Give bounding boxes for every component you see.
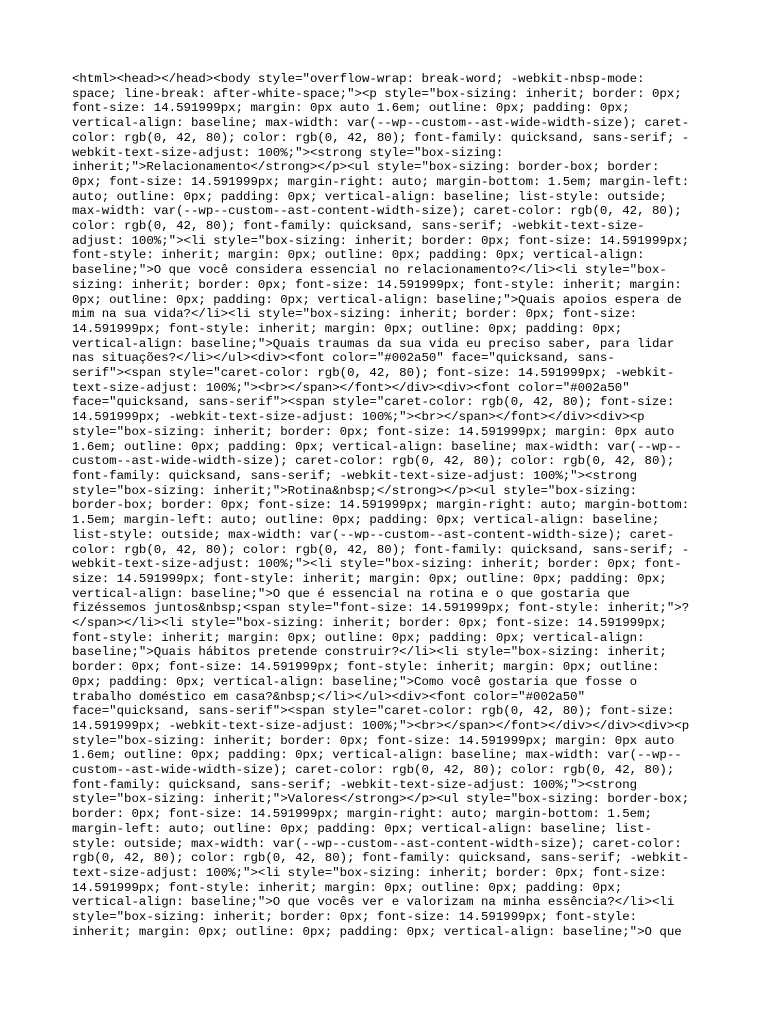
- text-line: rgb(0, 42, 80); color: rgb(0, 42, 80); font-family: quicksand, sans-serif; -webkit-: [72, 851, 690, 866]
- text-line: fizéssemos juntos&nbsp;<span style="font-size: 14.591999px; font-style: inherit;">?: [72, 601, 690, 616]
- text-line: mim na sua vida?</li><li style="box-sizing: inherit; border: 0px; font-size:: [72, 307, 638, 322]
- text-line: trabalho doméstico em casa?&nbsp;</li></ul><div><font color="#002a50": [72, 689, 586, 704]
- text-line: list-style: outside; max-width: var(--wp--custom--ast-content-width-size); caret-: [72, 527, 675, 542]
- text-line: <html><head></head><body style="overflow-wrap: break-word; -webkit-nbsp-mode:: [72, 72, 645, 86]
- text-line: font-size: 14.591999px; margin: 0px auto 1.6em; outline: 0px; padding: 0px;: [72, 101, 630, 116]
- text-line: vertical-align: baseline; max-width: var(--wp--custom--ast-wide-width-size); caret-: [72, 116, 690, 131]
- text-line: serif"><span style="caret-color: rgb(0, 42, 80); font-size: 14.591999px; -webkit-: [72, 366, 675, 381]
- text-line: baseline;">O que você considera essencial no relacionamento?</li><li style="box-: [72, 263, 667, 278]
- text-line: style: outside; max-width: var(--wp--custom--ast-content-width-size); caret-color:: [72, 836, 682, 851]
- text-line: inherit;">Relacionamento</strong></p><ul style="box-sizing: border-box; border:: [72, 160, 660, 175]
- text-line: auto; outline: 0px; padding: 0px; vertical-align: baseline; list-style: outside;: [72, 189, 667, 204]
- text-line: border: 0px; font-size: 14.591999px; font-style: inherit; margin: 0px; outline:: [72, 660, 660, 675]
- text-line: max-width: var(--wp--custom--ast-content-width-size); caret-color: rgb(0, 42, 80);: [72, 204, 682, 219]
- text-line: adjust: 100%;"><li style="box-sizing: inherit; border: 0px; font-size: 14.591999px;: [72, 233, 690, 248]
- text-line: style="box-sizing: inherit;">Valores</strong></p><ul style="box-sizing: border-box;: [72, 792, 690, 807]
- text-line: 1.6em; outline: 0px; padding: 0px; vertical-align: baseline; max-width: var(--wp--: [72, 439, 682, 454]
- text-line: face="quicksand, sans-serif"><span style="caret-color: rgb(0, 42, 80); font-size:: [72, 704, 675, 719]
- text-line: webkit-text-size-adjust: 100%;"><strong style="box-sizing:: [72, 145, 504, 160]
- text-line: margin-left: auto; outline: 0px; padding: 0px; vertical-align: baseline; list-: [72, 821, 652, 836]
- document-page: [72, 72, 696, 939]
- text-line: font-style: inherit; margin: 0px; outline: 0px; padding: 0px; vertical-align:: [72, 630, 645, 645]
- text-line: border: 0px; font-size: 14.591999px; margin-right: auto; margin-bottom: 1.5em;: [72, 807, 652, 822]
- text-line: baseline;">Quais hábitos pretende construir?</li><li style="box-sizing: inherit;: [72, 645, 667, 660]
- text-line: style="box-sizing: inherit; border: 0px; font-size: 14.591999px; font-style:: [72, 910, 638, 925]
- text-line: </span></li><li style="box-sizing: inherit; border: 0px; font-size: 14.591999px;: [72, 616, 667, 631]
- text-line: style="box-sizing: inherit;">Rotina&nbsp;</strong></p><ul style="box-sizing:: [72, 483, 638, 498]
- text-line: color: rgb(0, 42, 80); color: rgb(0, 42, 80); font-family: quicksand, sans-serif; -: [72, 130, 690, 145]
- text-line: text-size-adjust: 100%;"><li style="box-sizing: inherit; border: 0px; font-size:: [72, 865, 667, 880]
- text-line: color: rgb(0, 42, 80); color: rgb(0, 42, 80); font-family: quicksand, sans-serif; -: [72, 542, 690, 557]
- text-line: font-family: quicksand, sans-serif; -webkit-text-size-adjust: 100%;"><strong: [72, 468, 638, 483]
- text-line: 14.591999px; font-style: inherit; margin: 0px; outline: 0px; padding: 0px;: [72, 880, 623, 895]
- text-line: 0px; font-size: 14.591999px; margin-right: auto; margin-bottom: 1.5em; margin-left:: [72, 174, 690, 189]
- text-line: text-size-adjust: 100%;"><br></span></font></div><div><font color="#002a50": [72, 380, 630, 395]
- text-line: style="box-sizing: inherit; border: 0px; font-size: 14.591999px; margin: 0px auto: [72, 733, 675, 748]
- html-source-text: [72, 72, 696, 939]
- text-line: face="quicksand, sans-serif"><span style="caret-color: rgb(0, 42, 80); font-size:: [72, 395, 675, 410]
- text-line: webkit-text-size-adjust: 100%;"><li style="box-sizing: inherit; border: 0px; font-: [72, 557, 682, 572]
- text-line: size: 14.591999px; font-style: inherit; margin: 0px; outline: 0px; padding: 0px;: [72, 571, 667, 586]
- text-line: space; line-break: after-white-space;"><p style="box-sizing: inherit; border: 0px;: [72, 86, 682, 101]
- text-line: vertical-align: baseline;">O que é essencial na rotina e o que gostaria que: [72, 586, 630, 601]
- text-line: 1.5em; margin-left: auto; outline: 0px; padding: 0px; vertical-align: baseline;: [72, 513, 660, 528]
- text-line: custom--ast-wide-width-size); caret-color: rgb(0, 42, 80); color: rgb(0, 42, 80);: [72, 763, 675, 778]
- text-line: vertical-align: baseline;">Quais traumas da sua vida eu preciso saber, para lidar: [72, 336, 675, 351]
- text-line: border-box; border: 0px; font-size: 14.591999px; margin-right: auto; margin-bottom:: [72, 498, 690, 513]
- text-line: inherit; margin: 0px; outline: 0px; padding: 0px; vertical-align: baseline;">O que: [72, 924, 682, 939]
- text-line: 14.591999px; -webkit-text-size-adjust: 100%;"><br></span></font></div></div><div><p: [72, 718, 690, 733]
- text-line: font-style: inherit; margin: 0px; outline: 0px; padding: 0px; vertical-align:: [72, 248, 645, 263]
- text-line: 0px; padding: 0px; vertical-align: baseline;">Como você gostaria que fosse o: [72, 674, 638, 689]
- text-line: nas situações?</li></ul><div><font color="#002a50" face="quicksand, sans-: [72, 351, 615, 366]
- text-line: vertical-align: baseline;">O que vocês ver e valorizam na minha essência?</li><li: [72, 895, 675, 910]
- text-line: font-family: quicksand, sans-serif; -webkit-text-size-adjust: 100%;"><strong: [72, 777, 638, 792]
- text-line: sizing: inherit; border: 0px; font-size: 14.591999px; font-style: inherit; margin:: [72, 277, 682, 292]
- text-line: custom--ast-wide-width-size); caret-color: rgb(0, 42, 80); color: rgb(0, 42, 80);: [72, 454, 675, 469]
- text-line: 14.591999px; -webkit-text-size-adjust: 100%;"><br></span></font></div><div><p: [72, 410, 645, 425]
- text-line: color: rgb(0, 42, 80); font-family: quicksand, sans-serif; -webkit-text-size-: [72, 219, 645, 234]
- text-line: 1.6em; outline: 0px; padding: 0px; vertical-align: baseline; max-width: var(--wp--: [72, 748, 682, 763]
- text-line: 14.591999px; font-style: inherit; margin: 0px; outline: 0px; padding: 0px;: [72, 321, 623, 336]
- text-line: style="box-sizing: inherit; border: 0px; font-size: 14.591999px; margin: 0px auto: [72, 424, 675, 439]
- text-line: 0px; outline: 0px; padding: 0px; vertical-align: baseline;">Quais apoios espera de: [72, 292, 682, 307]
